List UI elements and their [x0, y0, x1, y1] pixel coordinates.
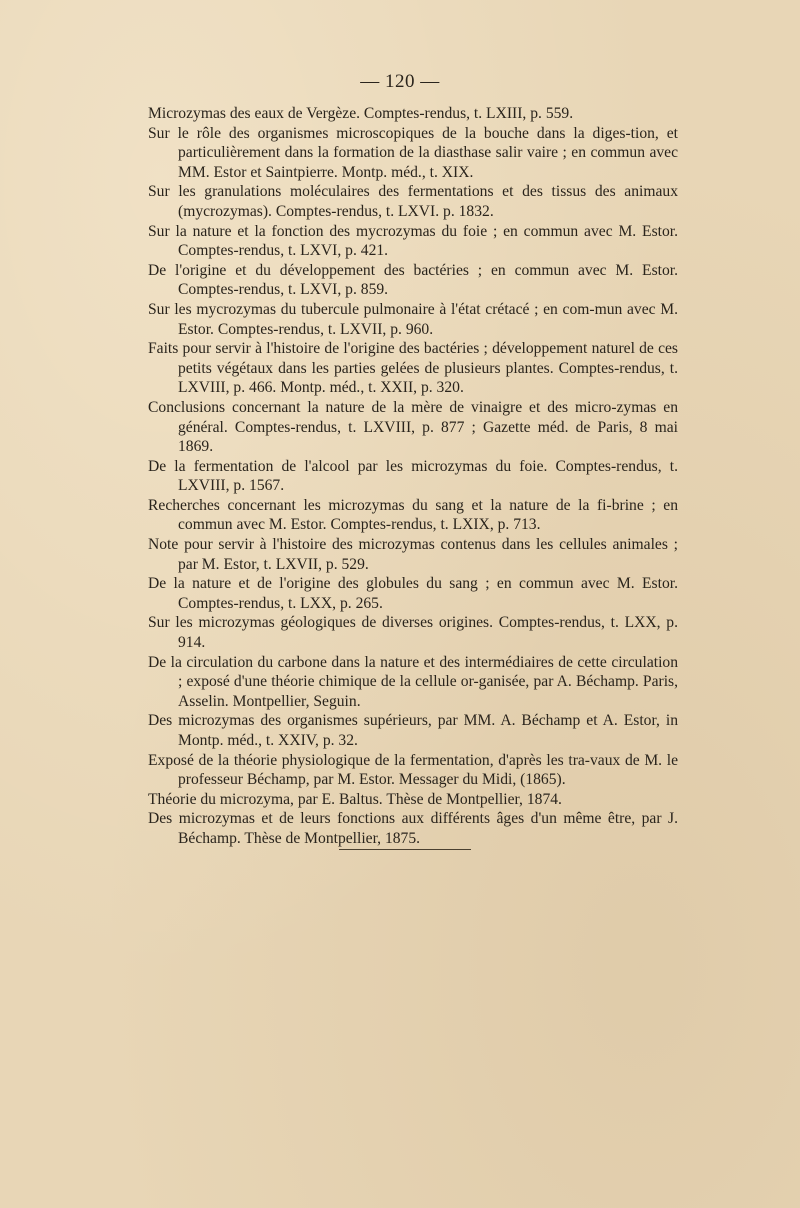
page-number: — 120 —	[360, 71, 440, 92]
bibliography-entry: Recherches concernant les microzymas du sang et la nature de la fi-brine ; en commun avec M. Estor. Comptes-rendus, t. LXIX, p. 713.	[148, 496, 678, 534]
bibliography-entry: Microzymas des eaux de Vergèze. Comptes-rendus, t. LXIII, p. 559.	[148, 105, 574, 122]
bibliography-entry: Conclusions concernant la nature de la mère de vinaigre et des micro-zymas en général. Comptes-rendus, t. LXVIII, p. 877 ; Gazette méd. de Paris, 8 mai 1869.	[148, 398, 678, 456]
bibliography-entry: De la nature et de l'origine des globules du sang ; en commun avec M. Estor. Comptes-rendus, t. LXX, p. 265.	[148, 575, 678, 612]
bibliography-entry: De la fermentation de l'alcool par les microzymas du foie. Comptes-rendus, t. LXVIII, p. 1567.	[148, 457, 678, 495]
bibliography-entry: Théorie du microzyma, par E. Baltus. Thèse de Montpellier, 1874.	[148, 790, 562, 808]
bibliography-entry: De la circulation du carbone dans la nature et des intermédiaires de cette circulation ; exposé d'une théorie chimique de la cellule or-ganisée, par A. Béchamp. Paris, Asselin. Montpellier, Seguin.	[148, 653, 678, 710]
bibliography-entry: Sur les granulations moléculaires des fermentations et des tissus des animaux (mycrozymas). Comptes-rendus, t. LXVI. p. 1832.	[148, 183, 678, 220]
bibliography-entry: Sur le rôle des organismes microscopiques de la bouche dans la diges-tion, et particulièrement dans la formation de la diasthase salir vaire ; en commun avec MM. Estor et Saintpierre. Montp. méd., t. XIX.	[148, 124, 678, 181]
bibliography-entry: Note pour servir à l'histoire des microzymas contenus dans les cellules animales ; par M. Estor, t. LXVII, p. 529.	[148, 536, 678, 573]
bibliography-entry: De l'origine et du développement des bactéries ; en commun avec M. Estor. Comptes-rendus, t. LXVI, p. 859.	[148, 261, 678, 299]
bibliography-entry: Des microzymas et de leurs fonctions aux différents âges d'un même être, par J. Béchamp. Thèse de Montpellier, 1875.	[148, 810, 678, 847]
end-rule	[339, 849, 471, 850]
bibliography-entry: Sur la nature et la fonction des mycrozymas du foie ; en commun avec M. Estor. Comptes-rendus, t. LXVI, p. 421.	[148, 222, 678, 260]
bibliography-list	[148, 104, 678, 849]
bibliography-entry: Des microzymas des organismes supérieurs, par MM. A. Béchamp et A. Estor, in Montp. méd., t. XXIV, p. 32.	[148, 712, 678, 749]
bibliography-entry: Sur les mycrozymas du tubercule pulmonaire à l'état crétacé ; en com-mun avec M. Estor. Comptes-rendus, t. LXVII, p. 960.	[148, 300, 678, 338]
bibliography-entry: Exposé de la théorie physiologique de la fermentation, d'après les tra-vaux de M. le professeur Béchamp, par M. Estor. Messager du Midi, (1865).	[148, 751, 678, 789]
bibliography-entry: Faits pour servir à l'histoire de l'origine des bactéries ; développement naturel de ces petits végétaux dans les parties gelées de plusieurs plantes. Comptes-rendus, t. LXVIII, p. 466. Montp. méd., t. XXII, p. 320.	[148, 340, 678, 397]
bibliography-entry: Sur les microzymas géologiques de diverses origines. Comptes-rendus, t. LXX, p. 914.	[148, 614, 678, 652]
